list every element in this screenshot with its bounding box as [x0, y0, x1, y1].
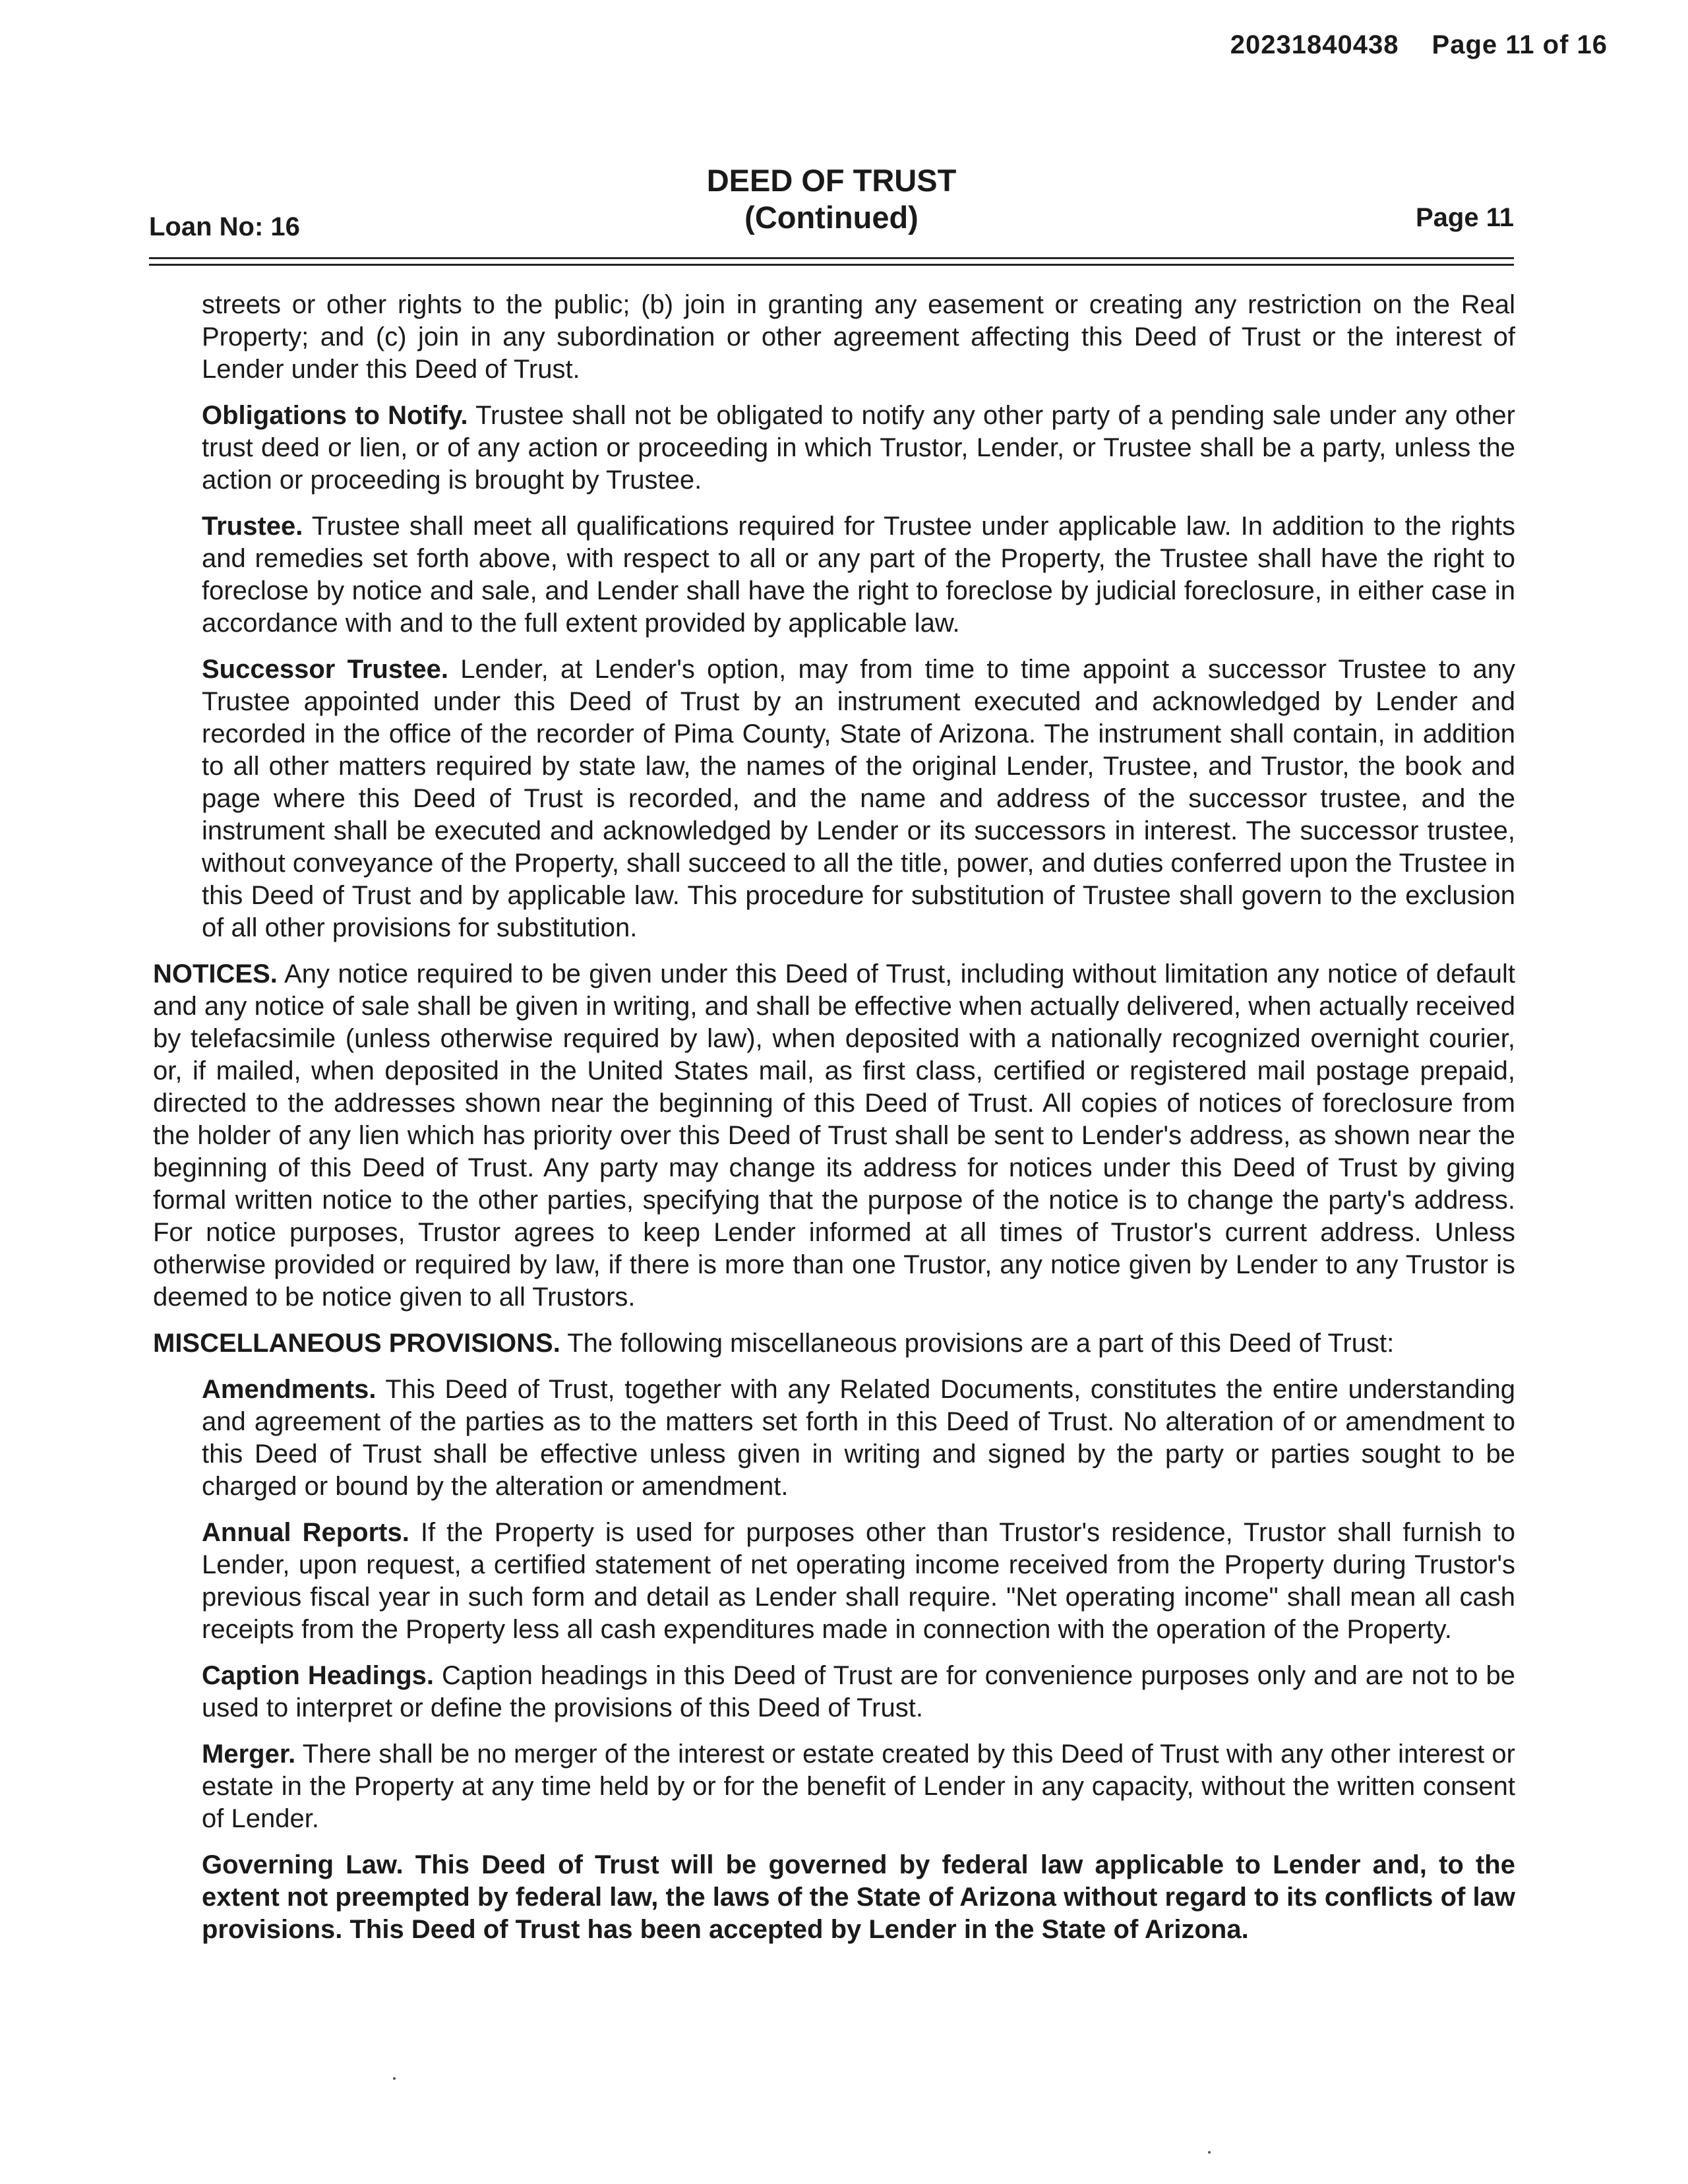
- section-text: This Deed of Trust will be governed by federal law applicable to Lender and, to the extent not preempted by federal law, the laws of the State of Arizona without regard to its conflicts of law provisions. This Deed of Trust has been accepted by Lender in the State of Arizona.: [202, 1850, 1515, 1944]
- scan-speck: [1208, 2151, 1211, 2154]
- section-notices: [153, 958, 1515, 1314]
- section-heading: Obligations to Notify.: [202, 401, 468, 430]
- section-obligations-to-notify: [202, 400, 1515, 497]
- section-text: Lender, at Lender's option, may from time to time appoint a successor Trustee to any Trustee appointed under this Deed of Trust by an instrument executed and acknowledged by Lender and recorded in the office of the recorder of Pima County, State of Arizona. The instrument shall contain, in addition to all other matters required by state law, the names of the original Lender, Trustee, and Trustor, the book and page where this Deed of Trust is recorded, and the name and address of the successor trustee, and the instrument shall be executed and acknowledged by Lender or its successors in interest. The successor trustee, without conveyance of the Property, shall succeed to all the title, power, and duties conferred upon the Trustee in this Deed of Trust and by applicable law. This procedure for substitution of Trustee shall govern to the exclusion of all other provisions for substitution.: [202, 655, 1515, 942]
- paragraph-continuation: streets or other rights to the public; (b) join in granting any easement or creating any restriction on the Real Property; and (c) join in any subordination or other agreement affecting this Deed of Trust or the interest of Lender under this Deed of Trust.: [202, 290, 1515, 384]
- section-heading: Trustee.: [202, 512, 303, 541]
- document-subtitle: (Continued): [744, 200, 919, 235]
- scan-speck: [393, 2077, 396, 2080]
- section-heading: Annual Reports.: [202, 1518, 409, 1547]
- section-caption-headings: [202, 1660, 1515, 1724]
- section-text: This Deed of Trust, together with any Related Documents, constitutes the entire understanding and agreement of the parties as to the matters set forth in this Deed of Trust. No alteration of or amendment to this Deed of Trust shall be effective unless given in writing and signed by the party or parties sought to be charged or bound by the alteration or amendment.: [202, 1375, 1515, 1501]
- section-heading: MISCELLANEOUS PROVISIONS.: [153, 1329, 560, 1358]
- document-body: [153, 289, 1515, 1960]
- section-annual-reports: [202, 1517, 1515, 1646]
- section-heading: Merger.: [202, 1740, 296, 1769]
- section-heading: Successor Trustee.: [202, 655, 449, 684]
- page-number: Page 11: [1415, 203, 1514, 232]
- section-text: Caption headings in this Deed of Trust are for convenience purposes only and are not to be used to interpret or define the provisions of this Deed of Trust.: [202, 1661, 1516, 1722]
- header-rule-bottom: [149, 264, 1514, 266]
- recording-number: 20231840438: [1230, 30, 1399, 59]
- section-heading: Caption Headings.: [202, 1661, 434, 1690]
- section-text: The following miscellaneous provisions are a part of this Deed of Trust:: [560, 1329, 1395, 1358]
- section-merger: [202, 1738, 1515, 1835]
- recording-page: Page 11 of 16: [1432, 30, 1608, 59]
- recording-info: [1230, 30, 1608, 60]
- section-heading: Amendments.: [202, 1375, 377, 1404]
- document-header: [149, 162, 1514, 241]
- section-successor-trustee: [202, 653, 1515, 944]
- section-trustee: [202, 510, 1515, 640]
- section-text: There shall be no merger of the interest or estate created by this Deed of Trust with any other interest or estate in the Property at any time held by or for the benefit of Lender in any capacity, without the written consent of Lender.: [202, 1740, 1515, 1833]
- document-title: DEED OF TRUST: [706, 163, 957, 198]
- section-miscellaneous-provisions: [153, 1327, 1515, 1360]
- section-text: If the Property is used for purposes other than Trustor's residence, Trustor shall furnish to Lender, upon request, a certified statement of net operating income received from the Property during Trustor's previous fiscal year in such form and detail as Lender shall require. "Net operating income" shall mean all cash receipts from the Property less all cash expenditures made in connection with the operation of the Property.: [202, 1518, 1515, 1644]
- section-text: Trustee shall not be obligated to notify any other party of a pending sale under any other trust deed or lien, or of any action or proceeding in which Trustor, Lender, or Trustee shall be a party, unless the action or proceeding is brought by Trustee.: [202, 401, 1516, 495]
- section-governing-law: [202, 1849, 1515, 1946]
- loan-number: Loan No: 16: [149, 212, 300, 241]
- title-block: [149, 162, 1514, 236]
- section-text: Trustee shall meet all qualifications required for Trustee under applicable law. In addition to the rights and remedies set forth above, with respect to all or any part of the Property, the Trustee shall have the right to foreclose by notice and sale, and Lender shall have the right to foreclose by judicial foreclosure, in either case in accordance with and to the full extent provided by applicable law.: [202, 512, 1515, 638]
- section-amendments: [202, 1374, 1515, 1503]
- section-heading: NOTICES.: [153, 959, 278, 988]
- header-rule-top: [149, 257, 1514, 259]
- section-text: Any notice required to be given under this Deed of Trust, including without limitation any notice of default and any notice of sale shall be given in writing, and shall be effective when actually delivered, when actually received by telefacsimile (unless otherwise required by law), when deposited with a nationally recognized overnight courier, or, if mailed, when deposited in the United States mail, as first class, certified or registered mail postage prepaid, directed to the addresses shown near the beginning of this Deed of Trust. All copies of notices of foreclosure from the holder of any lien which has priority over this Deed of Trust shall be sent to Lender's address, as shown near the beginning of this Deed of Trust. Any party may change its address for notices under this Deed of Trust by giving formal written notice to the other parties, specifying that the purpose of the notice is to change the party's address. For notice purposes, Trustor agrees to keep Lender informed at all times of Trustor's current address. Unless otherwise provided or required by law, if there is more than one Trustor, any notice given by Lender to any Trustor is deemed to be notice given to all Trustors.: [153, 959, 1515, 1312]
- section-heading: Governing Law.: [202, 1850, 404, 1879]
